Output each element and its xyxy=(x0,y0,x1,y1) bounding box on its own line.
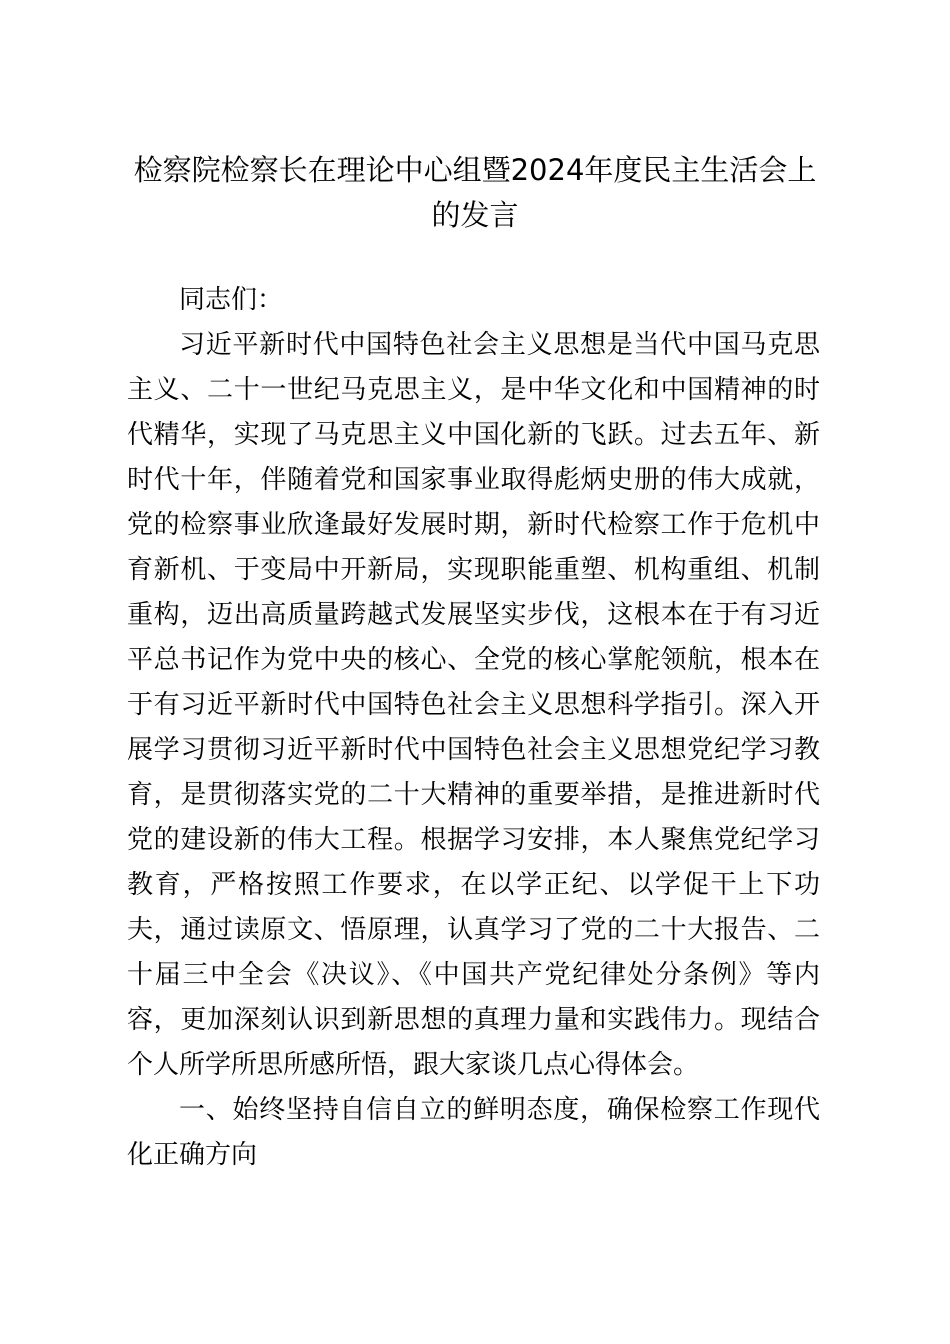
document-title: 检察院检察长在理论中心组暨2024年度民主生活会上的发言 xyxy=(133,153,817,232)
salutation: 同志们： xyxy=(179,285,284,315)
document-body xyxy=(127,278,820,1178)
body-paragraph: 习近平新时代中国特色社会主义思想是当代中国马克思主义、二十一世纪马克思主义，是中华文化和中国精神的时代精华，实现了马克思主义中国化新的飞跃。过去五年、新时代十年，伴随着党和国家事业取得彪炳史册的伟大成就，党的检察事业欣逢最好发展时期，新时代检察工作于危机中育新机、于变局中开新局，实现职能重塑、机构重组、机制重构，迈出高质量跨越式发展坚实步伐，这根本在于有习近平总书记作为党中央的核心、全党的核心掌舵领航，根本在于有习近平新时代中国特色社会主义思想科学指引。深入开展学习贯彻习近平新时代中国特色社会主义思想党纪学习教育，是贯彻落实党的二十大精神的重要举措，是推进新时代党的建设新的伟大工程。根据学习安排，本人聚焦党纪学习教育，严格按照工作要求，在以学正纪、以学促干上下功夫，通过读原文、悟原理，认真学习了党的二十大报告、二十届三中全会《决议》、《中国共产党纪律处分条例》等内容，更加深刻认识到新思想的真理力量和实践伟力。现结合个人所学所思所感所悟，跟大家谈几点心得体会。 xyxy=(127,330,820,1080)
section-heading: 一、始终坚持自信自立的鲜明态度，确保检察工作现代化正确方向 xyxy=(127,1095,820,1170)
